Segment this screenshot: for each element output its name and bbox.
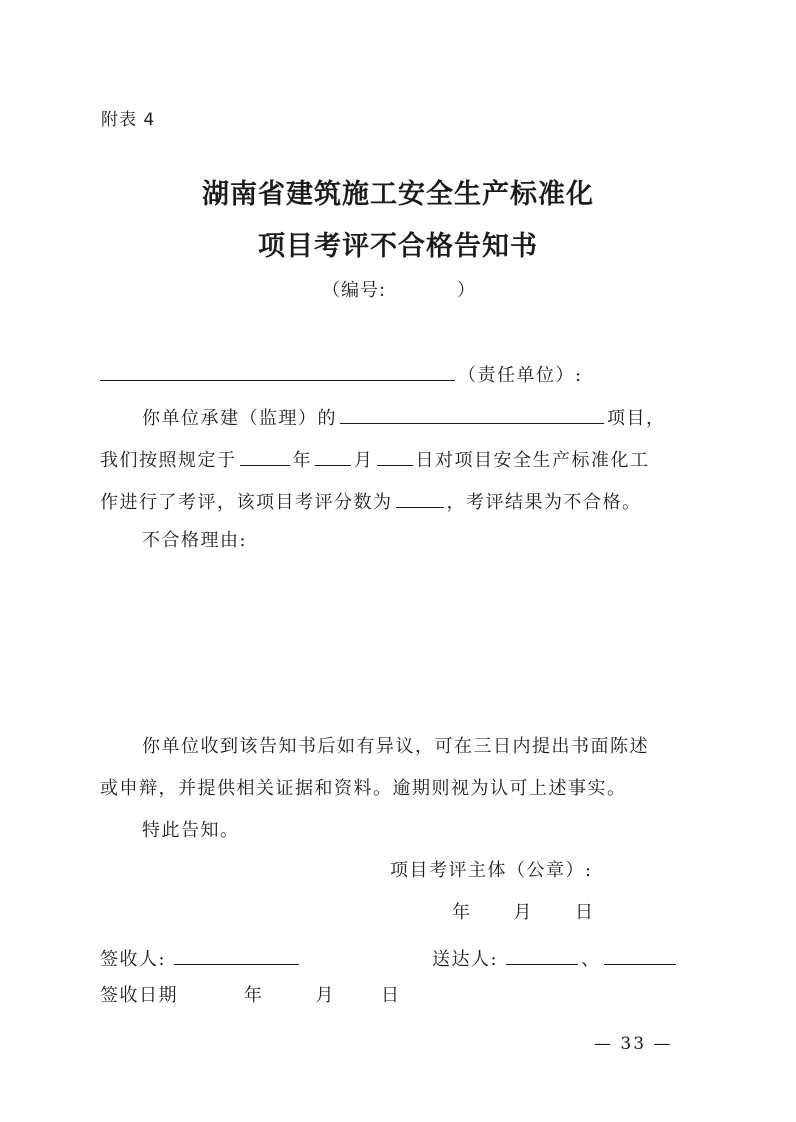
eval-day-blank[interactable] [377,447,413,466]
para1-line3-prefix: 作进行了考评，该项目考评分数为 [100,492,393,513]
evaluator-day-label: 日 [575,902,595,923]
score-blank[interactable] [396,489,444,508]
document-title-line1: 湖南省建筑施工安全生产标准化 [202,179,594,210]
deliverer-blank-1[interactable] [506,946,578,965]
notice-close: 特此告知。 [142,820,240,841]
para1-line3-suffix: ，考评结果为不合格。 [446,492,642,513]
day-label: 日 [415,450,435,471]
document-number-label: （编号: [322,280,387,301]
deliverer-line [432,946,679,969]
page-number: — 33 — [594,1034,673,1054]
paragraph1-line1 [142,405,666,428]
sign-date-label: 签收日期 [100,985,178,1006]
para1-line2-suffix: 对项目安全生产标准化工 [435,450,650,471]
year-label: 年 [292,450,312,471]
deliverer-label: 送达人: [432,949,499,970]
para1-line2-prefix: 我们按照规定于 [100,450,237,471]
addressee-suffix: （责任单位）: [458,365,583,386]
sign-month-label: 月 [315,985,335,1006]
eval-year-blank[interactable] [240,447,290,466]
document-number [322,276,476,302]
eval-month-blank[interactable] [315,447,351,466]
sign-date-line [100,987,401,1005]
signer-blank[interactable] [174,946,299,965]
sign-year-label: 年 [244,985,264,1006]
sign-day-label: 日 [381,985,401,1006]
signer-line [100,946,302,969]
document-title-line2: 项目考评不合格告知书 [258,231,538,262]
addressee-line [100,362,583,385]
deliverer-blank-2[interactable] [604,946,676,965]
deliverer-separator: 、 [581,949,601,970]
para1-line1-prefix: 你单位承建（监理）的 [142,408,337,429]
month-label: 月 [354,450,374,471]
paragraph1-line2 [100,447,650,470]
paragraph2-line1: 你单位收到该告知书后如有异议，可在三日内提出书面陈述 [142,736,649,757]
evaluator-month-label: 月 [513,902,533,923]
paragraph2-line2: 或申辩，并提供相关证据和资料。逾期则视为认可上述事实。 [100,778,627,799]
responsible-unit-blank[interactable] [100,362,455,381]
project-name-blank[interactable] [340,405,604,424]
evaluator-date [452,904,595,922]
paragraph1-line3 [100,489,642,512]
attachment-label: 附表 4 [101,110,156,130]
para1-line1-suffix: 项目， [607,408,666,429]
reason-label: 不合格理由: [142,530,248,551]
document-number-close: ） [457,280,476,301]
evaluator-year-label: 年 [452,902,472,923]
signer-label: 签收人: [100,949,167,970]
evaluator-seal-label: 项目考评主体（公章）: [390,860,593,881]
